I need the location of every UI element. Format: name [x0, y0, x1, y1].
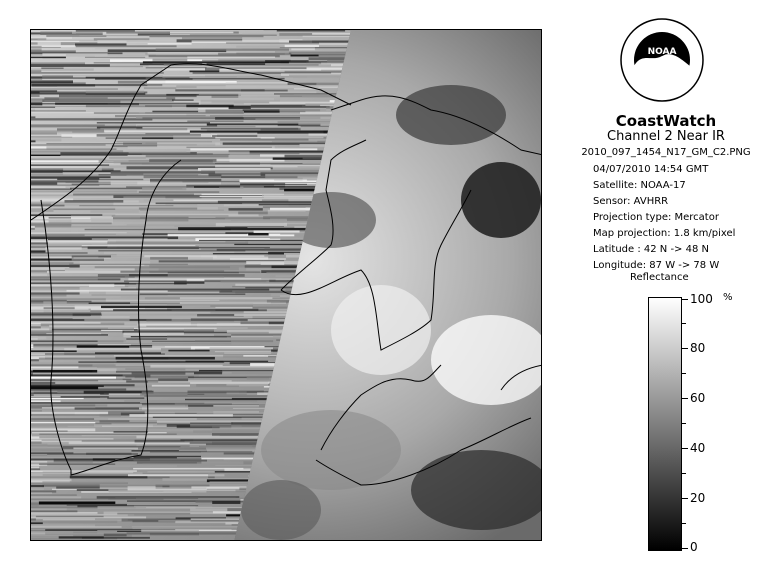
product-name: Channel 2 Near IR — [607, 129, 725, 144]
logo-center-text: NOAA — [647, 47, 677, 57]
colorbar-label-0: 0 — [690, 540, 698, 554]
meta-satellite: Satellite: NOAA-17 — [593, 180, 686, 191]
colorbar-tick — [682, 448, 688, 449]
colorbar-label-20: 20 — [690, 491, 706, 505]
colorbar-title: Reflectance — [630, 272, 689, 283]
satellite-image — [30, 29, 542, 541]
colorbar — [648, 297, 682, 551]
colorbar-minor-tick — [682, 373, 686, 374]
meta-date: 04/07/2010 14:54 GMT — [593, 164, 709, 175]
colorbar-minor-tick — [682, 423, 686, 424]
colorbar-unit: % — [723, 292, 733, 303]
colorbar-label-40: 40 — [690, 441, 706, 455]
colorbar-label-100: 100 — [690, 292, 713, 306]
colorbar-minor-tick — [682, 523, 686, 524]
colorbar-minor-tick — [682, 323, 686, 324]
colorbar-tick — [682, 498, 688, 499]
colorbar-label-80: 80 — [690, 341, 706, 355]
colorbar-tick — [682, 398, 688, 399]
colorbar-minor-tick — [682, 473, 686, 474]
meta-longitude: Longitude: 87 W -> 78 W — [593, 260, 720, 271]
colorbar-tick — [682, 548, 688, 549]
meta-projection-type: Projection type: Mercator — [593, 212, 719, 223]
satellite-map — [31, 30, 542, 541]
colorbar-tick — [682, 348, 688, 349]
meta-sensor: Sensor: AVHRR — [593, 196, 669, 207]
colorbar-label-60: 60 — [690, 391, 706, 405]
noaa-logo — [620, 18, 704, 102]
brand-title: CoastWatch — [615, 112, 717, 130]
colorbar-tick — [682, 299, 688, 300]
meta-latitude: Latitude : 42 N -> 48 N — [593, 244, 709, 255]
file-name: 2010_097_1454_N17_GM_C2.PNG — [581, 147, 751, 158]
meta-map-projection: Map projection: 1.8 km/pixel — [593, 228, 736, 239]
